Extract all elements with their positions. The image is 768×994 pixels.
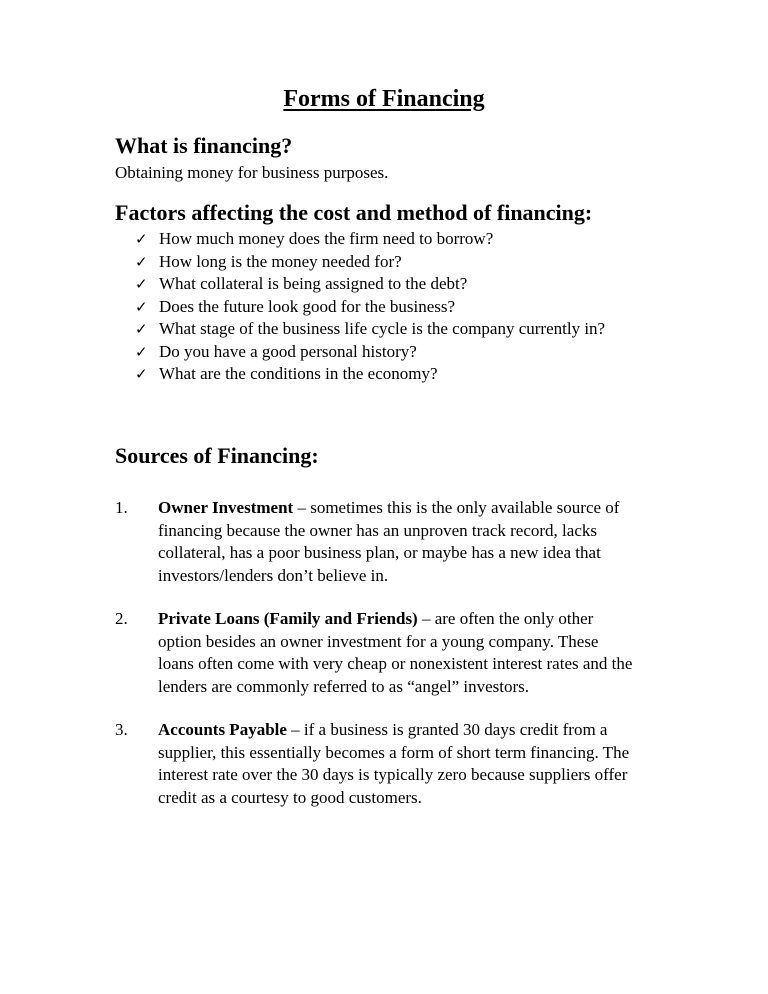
checkmark-icon: ✓ <box>135 342 148 361</box>
source-description: – are often the only other option besides an owner investment for a young company. These loans often come with very cheap or nonexistent interest rates and the lenders are commonly referred to as “angel” investors. <box>158 609 633 696</box>
factor-text: What collateral is being assigned to the debt? <box>159 274 468 293</box>
checkmark-icon: ✓ <box>135 275 148 293</box>
checkmark-icon: ✓ <box>135 297 148 316</box>
factor-text: How much money does the firm need to borrow? <box>159 229 494 248</box>
source-description: – if a business is granted 30 days credit from a supplier, this essentially becomes a form of short term financing. The interest rate over the 30 days is typically zero because suppliers offer credit as a courtesy to good customers. <box>158 720 630 807</box>
list-item <box>135 228 615 251</box>
list-item <box>115 719 635 809</box>
checkmark-icon: ✓ <box>135 320 148 338</box>
sources-heading: Sources of Financing: <box>115 443 319 468</box>
list-item <box>135 273 615 296</box>
item-number: 1. <box>115 498 128 517</box>
factor-text: Does the future look good for the business? <box>159 296 456 316</box>
list-item <box>135 251 615 274</box>
list-item <box>135 363 615 386</box>
source-term: Private Loans (Family and Friends) <box>158 609 418 628</box>
source-term: Owner Investment <box>158 498 294 517</box>
what-is-financing-heading: What is financing? <box>115 133 293 158</box>
list-item <box>135 341 615 364</box>
list-item <box>135 318 615 341</box>
item-number: 2. <box>115 609 128 628</box>
factor-text: What are the conditions in the economy? <box>159 364 438 383</box>
factor-text: How long is the money needed for? <box>159 251 402 271</box>
item-number: 3. <box>115 720 128 739</box>
source-term: Accounts Payable <box>158 720 287 739</box>
list-item <box>115 497 635 587</box>
list-item <box>135 296 615 319</box>
sources-list <box>115 497 635 830</box>
checkmark-icon: ✓ <box>135 252 148 271</box>
factor-text: What stage of the business life cycle is the company currently in? <box>159 319 606 338</box>
factor-text: Do you have a good personal history? <box>159 341 417 361</box>
page-title: Forms of Financing <box>283 86 485 112</box>
checkmark-icon: ✓ <box>135 365 148 383</box>
factors-heading: Factors affecting the cost and method of financing: <box>115 200 593 225</box>
factors-checklist <box>135 228 615 386</box>
source-description: – sometimes this is the only available source of financing because the owner has an unproven track record, lacks collateral, has a poor business plan, or maybe has a new idea that investors/lenders don’t believe in. <box>158 498 620 585</box>
checkmark-icon: ✓ <box>135 230 148 248</box>
what-is-financing-definition: Obtaining money for business purposes. <box>115 163 389 182</box>
list-item <box>115 608 635 698</box>
